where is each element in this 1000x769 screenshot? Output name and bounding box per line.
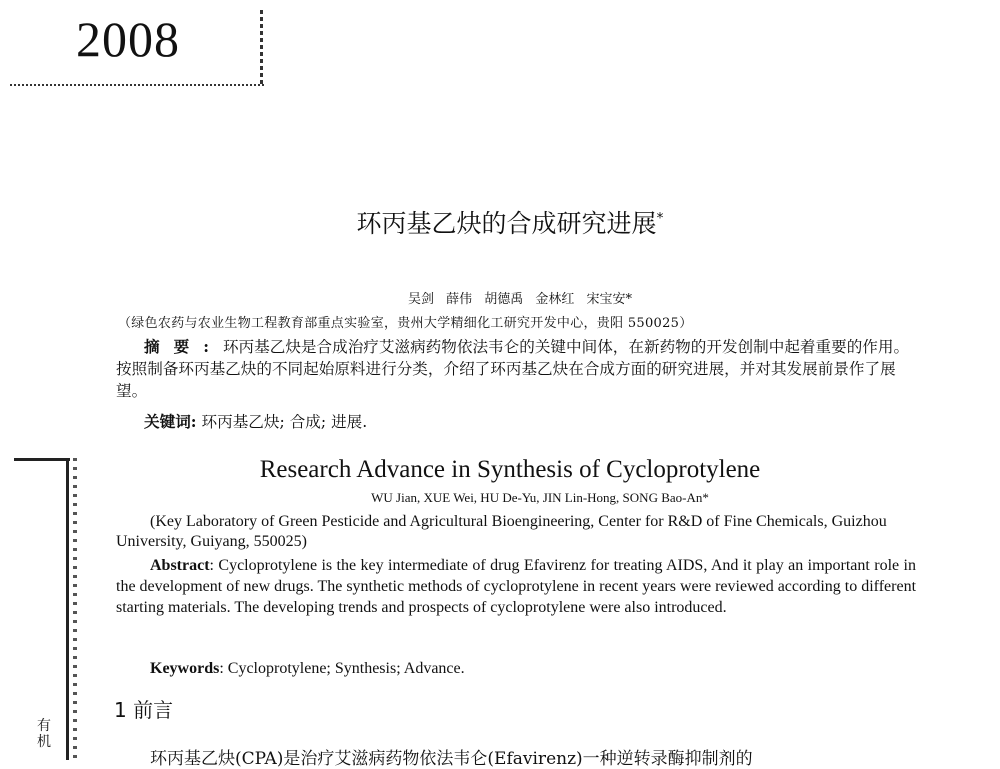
english-keywords <box>150 660 465 678</box>
chinese-keywords-label: 关键词: <box>144 412 197 431</box>
margin-rail <box>66 458 79 760</box>
english-abstract <box>116 555 916 618</box>
chinese-affiliation: （绿色农药与农业生物工程教育部重点实验室，贵州大学精细化工研究开发中心，贵阳 550025） <box>118 316 693 331</box>
year-underline <box>10 84 264 86</box>
chinese-abstract-text: 环丙基乙炔是合成治疗艾滋病药物依法韦仑的关键中间体，在新药物的开发创制中起着重要的作用。按照制备环丙基乙炔的不同起始原料进行分类，介绍了环丙基乙炔在合成方面的研究进展，并对其发展前景作了展望。 <box>116 338 910 400</box>
chinese-keywords <box>144 410 367 432</box>
body-text-line: 环丙基乙炔(CPA)是治疗艾滋病药物依法韦仑(Efavirenz)一种逆转录酶抑制剂的 <box>150 749 753 769</box>
year-side-bar <box>260 10 263 86</box>
chinese-authors: 吴剑 薛伟 胡德禹 金林红 宋宝安* <box>407 292 633 307</box>
english-keywords-label: Keywords <box>150 660 220 677</box>
english-abstract-text: : Cycloprotylene is the key intermediate of drug Efavirenz for treating AIDS, And it play an important role in the development of new drugs. The synthetic methods of cycloprotylene in recent years were reviewed according to different starting materials. The developing trends and prospects of cycloprotylene were also introduced. <box>116 557 917 616</box>
year-header: 2008 <box>76 11 180 67</box>
chinese-title <box>0 204 1000 240</box>
chinese-abstract-label: 摘要: <box>144 337 223 356</box>
margin-side-label: 有机 <box>37 718 51 750</box>
english-authors: WU Jian, XUE Wei, HU De-Yu, JIN Lin-Hong, SONG Bao-An* <box>371 490 709 505</box>
chinese-abstract <box>116 336 916 402</box>
english-abstract-label: Abstract <box>150 557 210 574</box>
margin-rail-top <box>14 458 70 461</box>
chinese-title-text: 环丙基乙炔的合成研究进展 <box>356 209 657 238</box>
chinese-keywords-text: 环丙基乙炔; 合成; 进展. <box>201 413 368 431</box>
english-title: Research Advance in Synthesis of Cycloprotylene <box>259 456 761 483</box>
english-keywords-text: : Cycloprotylene; Synthesis; Advance. <box>219 660 465 677</box>
title-footnote-mark: * <box>656 210 664 227</box>
english-affiliation: (Key Laboratory of Green Pesticide and Agricultural Bioengineering, Center for R&D of Fine Chemicals, Guizhou University, Guiyang, 550025) <box>116 513 887 550</box>
section-heading: 1 前言 <box>114 698 174 722</box>
